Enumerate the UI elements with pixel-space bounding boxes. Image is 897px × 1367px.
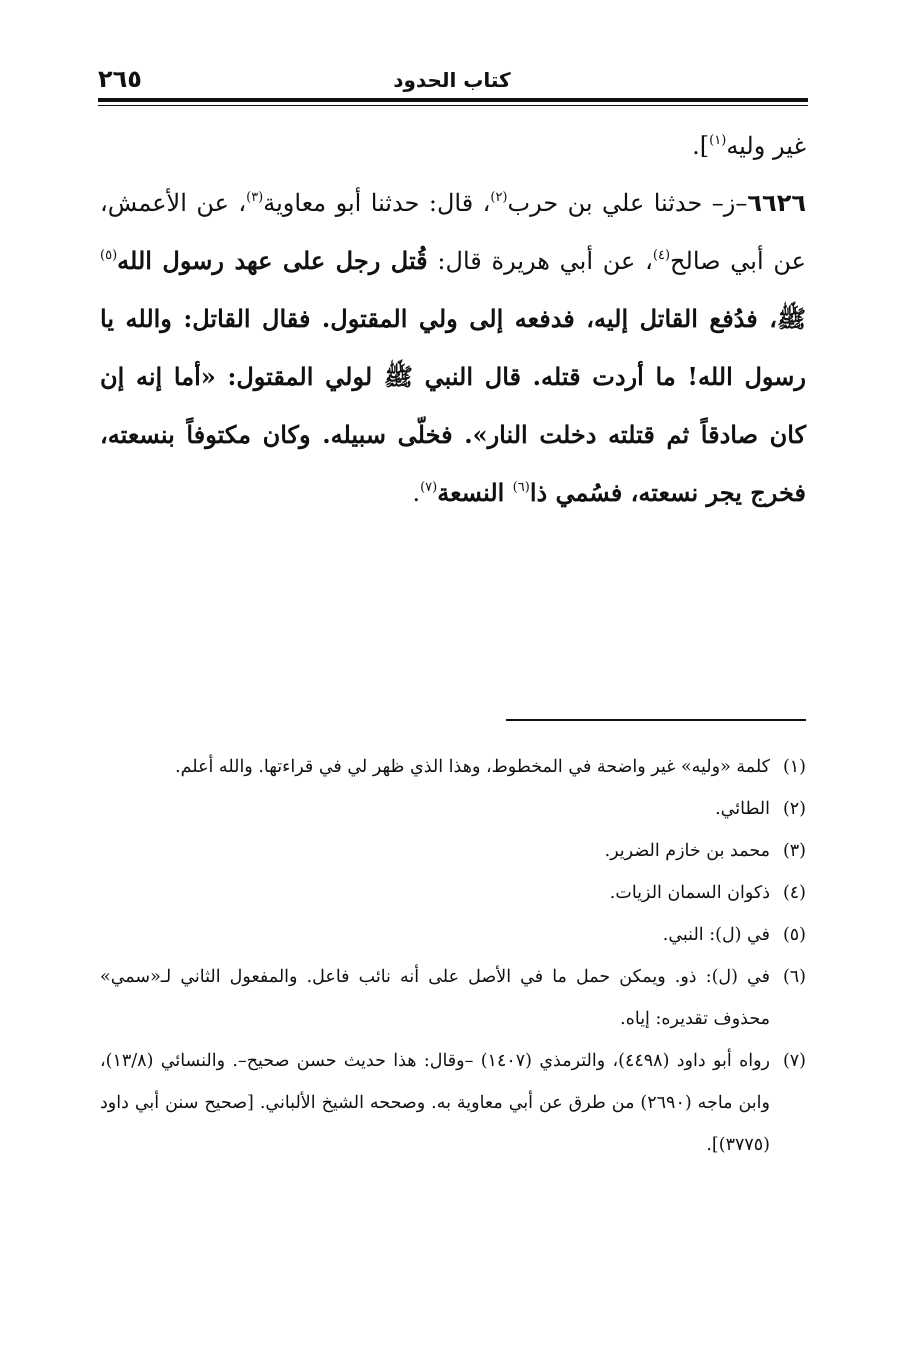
footnote-separator xyxy=(506,719,806,721)
footnote-ref: (٢) xyxy=(490,190,508,205)
page-header xyxy=(98,64,806,98)
footnote-mark: (٥) xyxy=(782,925,806,945)
footnotes xyxy=(100,746,806,1166)
footnote xyxy=(100,830,806,872)
footnote-text: الطائي. xyxy=(715,799,770,819)
footnote-mark: (٧) xyxy=(782,1051,806,1071)
page-number: ٢٦٥ xyxy=(98,65,142,93)
footnote-text: رواه أبو داود (٤٤٩٨)، والترمذي (١٤٠٧) –وقال: هذا حديث حسن صحيح–. والنسائي (١٣/٨)، وابن ماجه (٢٦٩٠) من طرق عن أبي معاوية به. وصححه الشيخ الألباني. [صحيح سنن أبي داود (٣٧٧٥)]. xyxy=(100,1051,771,1155)
footnote-text: في (ل): النبي. xyxy=(662,925,770,945)
footnote-ref: (٣) xyxy=(246,190,264,205)
footnote-ref: (٥) xyxy=(100,248,118,263)
footnote xyxy=(100,746,806,788)
footnote-text: في (ل): ذو. ويمكن حمل ما في الأصل على أنه نائب فاعل. والمفعول الثاني لـ«سمي» محذوف تقديره: إياه. xyxy=(100,967,770,1029)
footnote-ref: (٦) xyxy=(512,480,530,495)
isnad-text: ، عن الأعمش، عن أبي صالح xyxy=(100,189,806,275)
footnote-ref: (٤) xyxy=(652,248,671,263)
footnote-text: محمد بن خازم الضرير. xyxy=(604,841,770,861)
footnote xyxy=(100,956,806,1040)
header-rule-thin xyxy=(98,105,808,106)
footnote xyxy=(100,1040,806,1166)
continued-line xyxy=(100,118,806,175)
footnote-mark: (٢) xyxy=(782,799,806,819)
isnad-text: ، قال: حدثنا أبو معاوية xyxy=(263,189,491,217)
continued-text-end: ]. xyxy=(692,132,710,160)
matn-text: قُتل رجل على عهد رسول الله xyxy=(117,246,428,275)
matn-end: . xyxy=(412,479,421,507)
footnote-text: كلمة «وليه» غير واضحة في المخطوط، وهذا الذي ظهر لي في قراءتها. والله أعلم. xyxy=(175,757,770,777)
footnote-ref: (٧) xyxy=(420,480,438,495)
header-rule-thick xyxy=(98,98,808,102)
footnote xyxy=(100,788,806,830)
footnote-ref: (١) xyxy=(709,133,727,148)
matn-text: النسعة xyxy=(437,478,513,507)
continued-text: غير وليه xyxy=(726,132,806,160)
footnote xyxy=(100,914,806,956)
footnote-text: ذكوان السمان الزيات. xyxy=(609,883,770,903)
footnote-mark: (٣) xyxy=(782,841,806,861)
main-text xyxy=(100,118,806,522)
hadith-number: ٦٦٢٦ xyxy=(747,189,806,217)
hadith-paragraph xyxy=(100,175,806,522)
running-title: كتاب الحدود xyxy=(393,68,511,92)
isnad-text: ، عن أبي هريرة قال: xyxy=(427,247,653,275)
footnote-mark: (١) xyxy=(782,757,806,777)
footnote-mark: (٦) xyxy=(782,967,806,987)
footnote xyxy=(100,872,806,914)
footnote-mark: (٤) xyxy=(782,883,806,903)
matn-text: ﷺ، فدُفع القاتل إليه، فدفعه إلى ولي المقتول. فقال القاتل: والله يا رسول الله! ما أردت قتله. قال النبي ﷺ لولي المقتول: «أما إنه إن كان صادقاً ثم قتلته دخلت النار». فخلّى سبيله. وكان مكتوفاً بنسعته، فخرج يجر نسعته، فسُمي ذا xyxy=(100,304,806,507)
isnad-text: –ز– حدثنا علي بن حرب xyxy=(507,189,748,217)
